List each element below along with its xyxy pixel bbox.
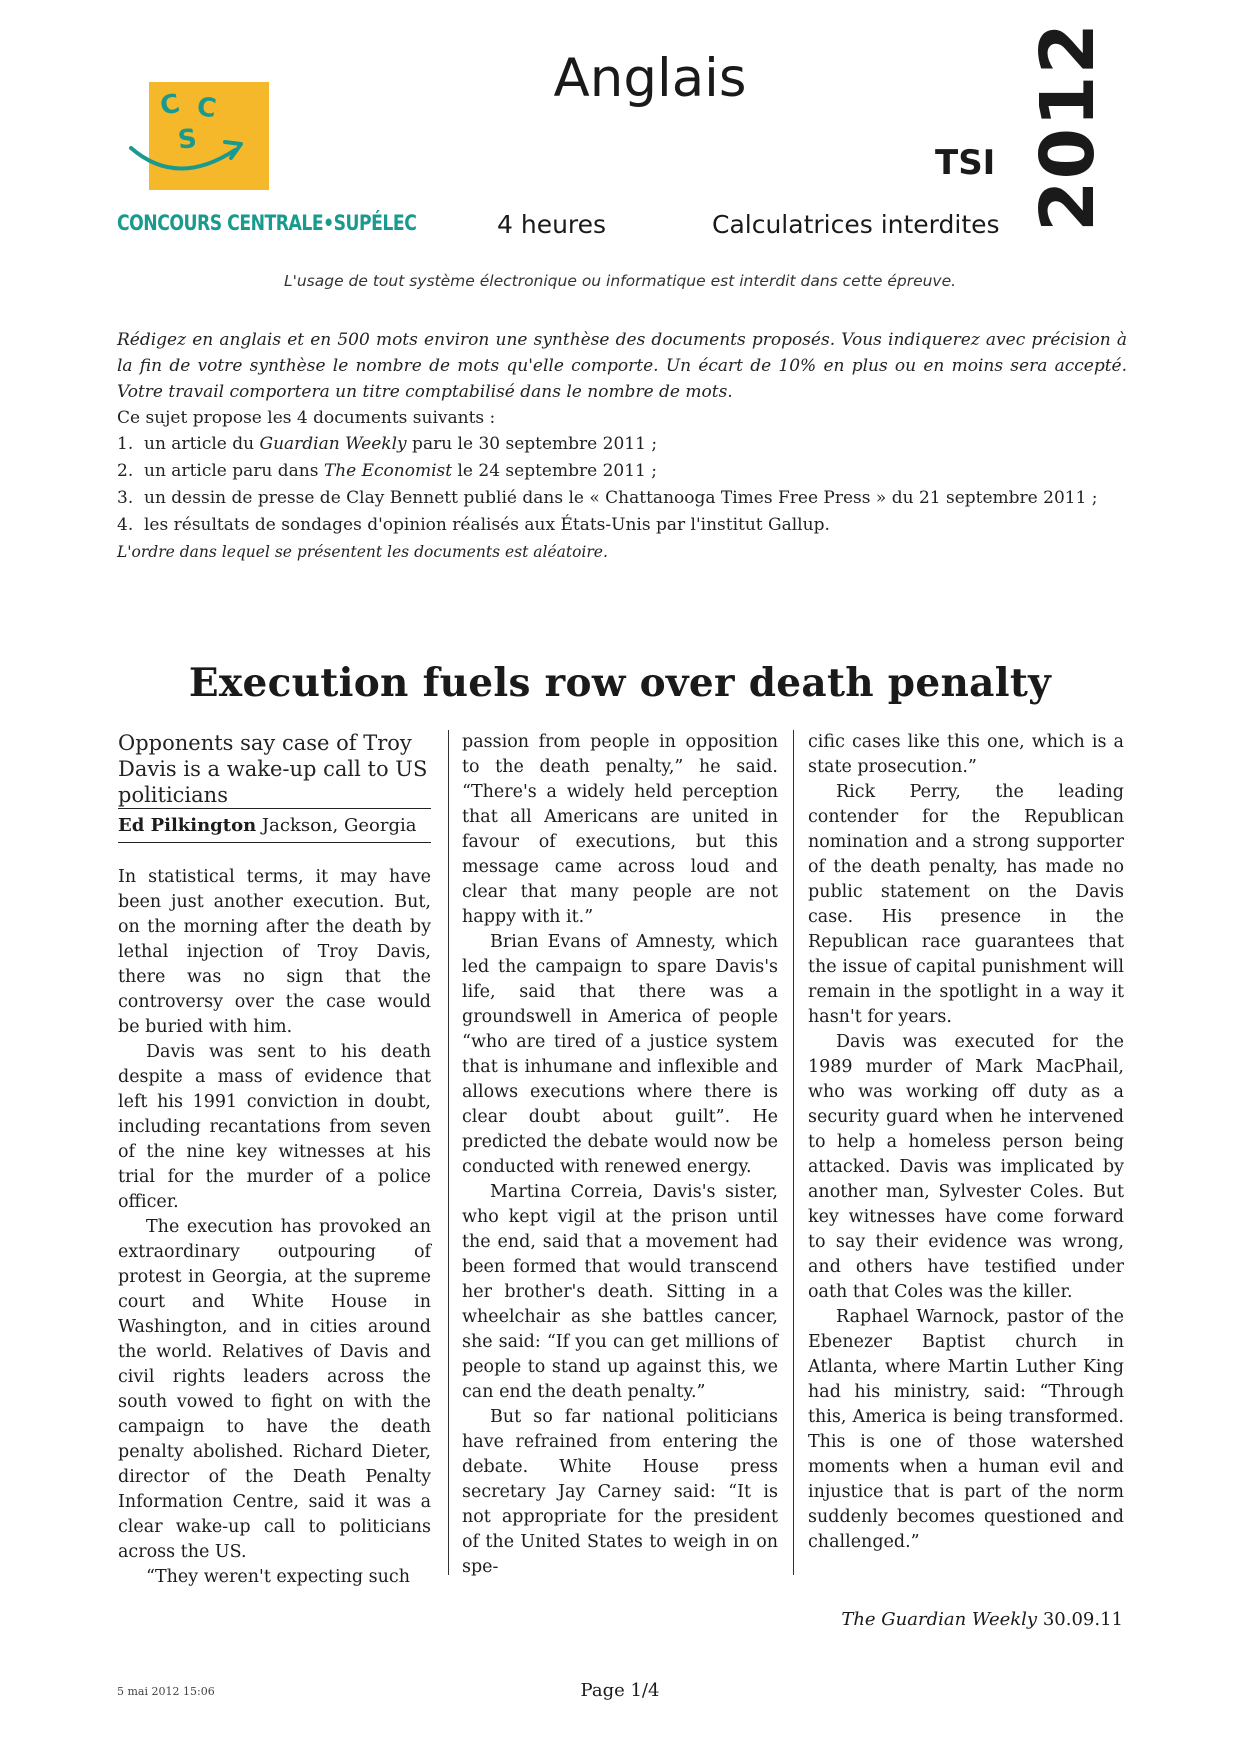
logo-letter-c2: C [194,92,219,125]
document-text-end: le 24 septembre 2011 ; [452,461,657,481]
byline [118,808,431,843]
logo-name: CONCOURS CENTRALE•SUPÉLEC [117,211,417,235]
electronics-notice: L'usage de tout système électronique ou informatique est interdit dans cette épreuve. [283,272,957,290]
contest-logo [117,78,417,248]
article-paragraph: Martina Correia, Davis's sister, who kept vigil at the prison until the end, said that a movement had been formed that would transcend her brother's death. Sitting in a wheelchair as she battles cancer, she said: “If you can get millions of people to stand up against this, we can end the death penalty.” [462,1182,778,1402]
article-paragraph: In statistical terms, it may have been just another execution. But, on the morning after the death by lethal injection of Troy Davis, there was no sign that the controversy over the case would be buried with him. [118,867,431,1037]
article-column-3 [808,730,1124,1555]
article-paragraph: Davis was sent to his death despite a mass of evidence that left his 1991 conviction in doubt, including recantations from seven of the nine key witnesses at his trial for the murder of a police officer. [118,1042,431,1212]
document-text-end: paru le 30 septembre 2011 ; [406,434,658,454]
document-number: 3. [117,488,134,508]
article-paragraph: Rick Perry, the leading contender for the Republican nomination and a strong supporter of the death penalty, has made no public statement on the Davis case. His presence in the Republican race guarantees that the issue of capital punishment will remain in the spotlight in a way it hasn't for years. [808,782,1124,1027]
document-publication: Guardian Weekly [259,434,407,454]
documents-intro: Ce sujet propose les 4 documents suivants : [117,408,496,428]
dateline-location: Jackson, Georgia [261,815,417,836]
document-publication: The Economist [323,461,453,481]
article-paragraph: Brian Evans of Amnesty, which led the campaign to spare Davis's life, said that there was a groundswell in America of people “who are tired of a justice system that is inhumane and inflexible and allows executions where there is clear doubt about guilt”. He predicted the debate would now be conducted with renewed energy. [462,932,778,1177]
documents-list [117,431,1127,538]
column-divider [793,730,794,1575]
document-number: 2. [117,461,134,481]
source-publication: The Guardian Weekly [841,1609,1038,1630]
document-item [117,458,1127,484]
article-paragraph: “They weren't expecting such [146,1567,411,1587]
instructions-block [117,327,1127,565]
document-item [117,485,1127,511]
document-number: 4. [117,515,134,535]
exam-subject: Anglais [553,48,747,109]
article-standfirst: Opponents say case of Troy Davis is a wake-up call to US politicians [118,731,428,807]
document-text: les résultats de sondages d'opinion réalisés aux États-Unis par l'institut Gallup. [144,515,830,535]
column-divider [448,730,449,1575]
document-item [117,431,1127,457]
article-column-1 [118,730,431,1590]
document-text: un dessin de presse de Clay Bennett publié dans le « Chattanooga Times Free Press » du 21 septembre 2011 ; [144,488,1098,508]
document-text: un article du [144,434,260,454]
article-paragraph: But so far national politicians have refrained from entering the debate. White House press secretary Jay Carney said: “It is not appropriate for the president of the United States to weigh in on spe- [462,1407,778,1577]
article-headline: Execution fuels row over death penalty [188,660,1052,706]
article-column-2 [462,730,778,1580]
exam-track: TSI [935,143,996,183]
article-source [841,1609,1123,1630]
document-text: un article paru dans [144,461,324,481]
document-item [117,512,1127,538]
instructions-main: Rédigez en anglais et en 500 mots environ une synthèse des documents proposés. Vous indiquerez avec précision à la fin de votre synthèse le nombre de mots qu'elle comporte. Un écart de 10% en plus ou en moins sera accepté. Votre travail comportera un titre comptabilisé dans le nombre de mots. [117,330,1127,402]
print-timestamp: 5 mai 2012 15:06 [117,1685,215,1698]
logo-emblem-icon [117,78,357,228]
article-paragraph: The execution has provoked an extraordinary outpouring of protest in Georgia, at the supreme court and White House in Washington, and in cities around the world. Relatives of Davis and civil rights leaders across the south vowed to fight on with the campaign to have the death penalty abolished. Richard Dieter, director of the Death Penalty Information Centre, said it was a clear wake-up call to politicians across the US. [118,1217,431,1562]
exam-duration: 4 heures [497,210,607,239]
exam-year: 2012 [1025,22,1111,232]
order-note: L'ordre dans lequel se présentent les documents est aléatoire. [117,543,608,561]
source-date: 30.09.11 [1042,1609,1123,1630]
logo-letter-c1: C [157,88,183,122]
article-paragraph: Davis was executed for the 1989 murder of Mark MacPhail, who was working off duty as a security guard when he intervened to help a homeless person being attacked. Davis was implicated by another man, Sylvester Coles. But key witnesses have come forward to say their evidence was wrong, and others have testified under oath that Coles was the killer. [808,1032,1124,1302]
article-paragraph: passion from people in opposition to the death penalty,” he said. “There's a widely held perception that all Americans are united in favour of executions, but this message came across loud and clear that many people are not happy with it.” [462,732,778,927]
article-paragraph: cific cases like this one, which is a state prosecution.” [808,732,1124,777]
author-name: Ed Pilkington [118,815,257,836]
logo-letter-s: S [176,123,199,156]
calculator-rule: Calculatrices interdites [712,210,1000,239]
page-number: Page 1/4 [580,1680,660,1701]
article-paragraph: Raphael Warnock, pastor of the Ebenezer Baptist church in Atlanta, where Martin Luther King had his ministry, said: “Through this, America is being transformed. This is one of those watershed moments when a human evil and injustice that is part of the norm suddenly becomes questioned and challenged.” [808,1307,1124,1552]
document-number: 1. [117,434,134,454]
